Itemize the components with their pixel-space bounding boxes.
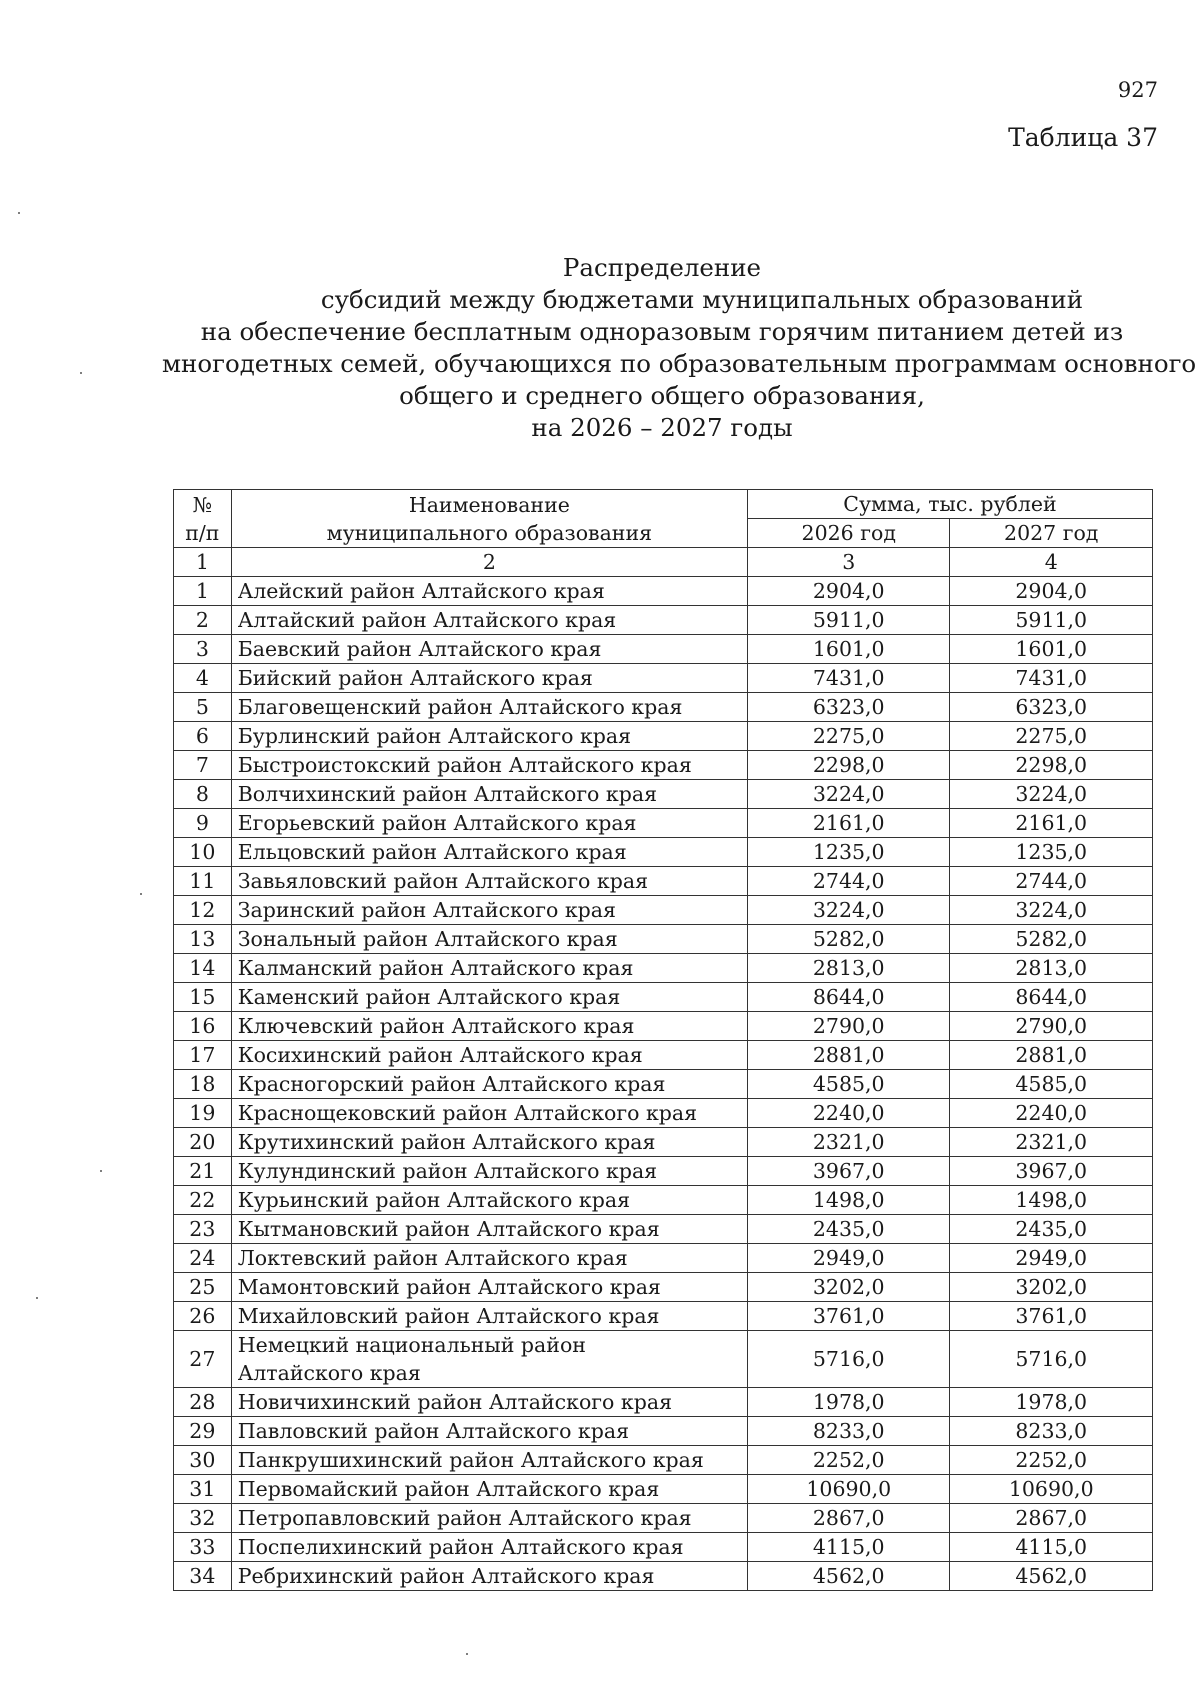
- municipality-name: Панкрушихинский район Алтайского края: [231, 1446, 747, 1475]
- row-number: 21: [174, 1157, 232, 1186]
- table-row: [174, 635, 1153, 664]
- amount-2026: 4115,0: [748, 1533, 950, 1562]
- amount-2027: 2321,0: [950, 1128, 1153, 1157]
- amount-2026: 3761,0: [748, 1302, 950, 1331]
- amount-2027: 2240,0: [950, 1099, 1153, 1128]
- scan-speck: [140, 893, 142, 895]
- table-row: [174, 1331, 1153, 1388]
- row-number: 17: [174, 1041, 232, 1070]
- row-number: 32: [174, 1504, 232, 1533]
- amount-2026: 3224,0: [748, 780, 950, 809]
- municipality-name: Косихинский район Алтайского края: [231, 1041, 747, 1070]
- municipality-name: Курьинский район Алтайского края: [231, 1186, 747, 1215]
- table-row: [174, 1273, 1153, 1302]
- amount-2027: 1601,0: [950, 635, 1153, 664]
- table-row: [174, 1244, 1153, 1273]
- scan-speck: [80, 372, 82, 374]
- table-row: [174, 1099, 1153, 1128]
- amount-2026: 2904,0: [748, 577, 950, 606]
- amount-2027: 3761,0: [950, 1302, 1153, 1331]
- row-number: 18: [174, 1070, 232, 1099]
- amount-2027: 3967,0: [950, 1157, 1153, 1186]
- row-number: 5: [174, 693, 232, 722]
- column-number-row: [174, 548, 1153, 577]
- table-row: [174, 1475, 1153, 1504]
- header-year-2027: 2027 год: [950, 519, 1153, 548]
- municipality-name: Алейский район Алтайского края: [231, 577, 747, 606]
- amount-2027: 4585,0: [950, 1070, 1153, 1099]
- amount-2026: 1235,0: [748, 838, 950, 867]
- row-number: 26: [174, 1302, 232, 1331]
- table-row: [174, 925, 1153, 954]
- row-number: 24: [174, 1244, 232, 1273]
- amount-2026: 8233,0: [748, 1417, 950, 1446]
- amount-2027: 2275,0: [950, 722, 1153, 751]
- row-number: 8: [174, 780, 232, 809]
- column-number: 1: [174, 548, 232, 577]
- table-row: [174, 664, 1153, 693]
- amount-2027: 2744,0: [950, 867, 1153, 896]
- municipality-name: Калманский район Алтайского края: [231, 954, 747, 983]
- municipality-name: Ребрихинский район Алтайского края: [231, 1562, 747, 1591]
- scan-speck: [100, 1170, 102, 1172]
- amount-2026: 1601,0: [748, 635, 950, 664]
- municipality-name: Петропавловский район Алтайского края: [231, 1504, 747, 1533]
- amount-2026: 4585,0: [748, 1070, 950, 1099]
- title-line: субсидий между бюджетами муниципальных образований: [320, 285, 1084, 314]
- row-number: 15: [174, 983, 232, 1012]
- municipality-name: Красногорский район Алтайского края: [231, 1070, 747, 1099]
- amount-2026: 6323,0: [748, 693, 950, 722]
- municipality-name: Баевский район Алтайского края: [231, 635, 747, 664]
- column-number: 4: [950, 548, 1153, 577]
- amount-2027: 2904,0: [950, 577, 1153, 606]
- amount-2026: 2240,0: [748, 1099, 950, 1128]
- municipality-name: Локтевский район Алтайского края: [231, 1244, 747, 1273]
- amount-2026: 3202,0: [748, 1273, 950, 1302]
- amount-2027: 4562,0: [950, 1562, 1153, 1591]
- table-row: [174, 1302, 1153, 1331]
- amount-2026: 2744,0: [748, 867, 950, 896]
- table-row: [174, 1388, 1153, 1417]
- header-num-line2: п/п: [185, 520, 220, 545]
- municipality-name: Бийский район Алтайского края: [231, 664, 747, 693]
- table-row: [174, 577, 1153, 606]
- amount-2027: 5911,0: [950, 606, 1153, 635]
- amount-2027: 1978,0: [950, 1388, 1153, 1417]
- header-sum: Сумма, тыс. рублей: [748, 490, 1153, 519]
- amount-2027: 1235,0: [950, 838, 1153, 867]
- amount-2026: 2813,0: [748, 954, 950, 983]
- header-name: [231, 490, 747, 548]
- row-number: 33: [174, 1533, 232, 1562]
- municipality-name: Первомайский район Алтайского края: [231, 1475, 747, 1504]
- municipality-name: Краснощековский район Алтайского края: [231, 1099, 747, 1128]
- amount-2026: 7431,0: [748, 664, 950, 693]
- table-row: [174, 1533, 1153, 1562]
- row-number: 9: [174, 809, 232, 838]
- scan-speck: [466, 1653, 468, 1655]
- amount-2026: 2867,0: [748, 1504, 950, 1533]
- header-year-2026: 2026 год: [748, 519, 950, 548]
- row-number: 34: [174, 1562, 232, 1591]
- row-number: 2: [174, 606, 232, 635]
- column-number: 3: [748, 548, 950, 577]
- amount-2026: 5282,0: [748, 925, 950, 954]
- table-row: [174, 1041, 1153, 1070]
- row-number: 29: [174, 1417, 232, 1446]
- row-number: 25: [174, 1273, 232, 1302]
- table-row: [174, 751, 1153, 780]
- municipality-name: Ключевский район Алтайского края: [231, 1012, 747, 1041]
- table-row: [174, 1070, 1153, 1099]
- municipality-name: Крутихинский район Алтайского края: [231, 1128, 747, 1157]
- row-number: 22: [174, 1186, 232, 1215]
- title-line: Распределение: [562, 253, 762, 282]
- table-row: [174, 780, 1153, 809]
- amount-2027: 2790,0: [950, 1012, 1153, 1041]
- amount-2026: 2881,0: [748, 1041, 950, 1070]
- amount-2026: 2252,0: [748, 1446, 950, 1475]
- amount-2027: 3224,0: [950, 780, 1153, 809]
- row-number: 11: [174, 867, 232, 896]
- municipality-name: Быстроистокский район Алтайского края: [231, 751, 747, 780]
- amount-2027: 2881,0: [950, 1041, 1153, 1070]
- table-row: [174, 1504, 1153, 1533]
- row-number: 14: [174, 954, 232, 983]
- amount-2027: 8644,0: [950, 983, 1153, 1012]
- municipality-name: Кулундинский район Алтайского края: [231, 1157, 747, 1186]
- amount-2027: 4115,0: [950, 1533, 1153, 1562]
- column-number: 2: [231, 548, 747, 577]
- page-number: 927: [1117, 78, 1158, 102]
- table-row: [174, 896, 1153, 925]
- title-line: на 2026 – 2027 годы: [531, 413, 793, 442]
- municipality-name: Мамонтовский район Алтайского края: [231, 1273, 747, 1302]
- amount-2027: 2298,0: [950, 751, 1153, 780]
- amount-2026: 2790,0: [748, 1012, 950, 1041]
- amount-2026: 10690,0: [748, 1475, 950, 1504]
- row-number: 1: [174, 577, 232, 606]
- scan-speck: [36, 1297, 38, 1299]
- row-number: 27: [174, 1331, 232, 1388]
- amount-2026: 3967,0: [748, 1157, 950, 1186]
- table-body: [174, 577, 1153, 1591]
- amount-2027: 3224,0: [950, 896, 1153, 925]
- table-row: [174, 1562, 1153, 1591]
- header-num: [174, 490, 232, 548]
- municipality-name: Заринский район Алтайского края: [231, 896, 747, 925]
- municipality-name: Кытмановский район Алтайского края: [231, 1215, 747, 1244]
- municipality-name: Михайловский район Алтайского края: [231, 1302, 747, 1331]
- amount-2027: 3202,0: [950, 1273, 1153, 1302]
- document-title: [162, 252, 1197, 444]
- row-number: 30: [174, 1446, 232, 1475]
- table-row: [174, 606, 1153, 635]
- table-row: [174, 1128, 1153, 1157]
- municipality-name: Благовещенский район Алтайского края: [231, 693, 747, 722]
- table-header: [174, 490, 1153, 577]
- amount-2027: 5716,0: [950, 1331, 1153, 1388]
- scan-speck: [18, 212, 20, 214]
- municipality-name: Волчихинский район Алтайского края: [231, 780, 747, 809]
- table-row: [174, 693, 1153, 722]
- row-number: 10: [174, 838, 232, 867]
- amount-2027: 5282,0: [950, 925, 1153, 954]
- amount-2027: 2867,0: [950, 1504, 1153, 1533]
- table-row: [174, 1012, 1153, 1041]
- table-row: [174, 838, 1153, 867]
- municipality-name-line: Немецкий национальный район: [237, 1333, 586, 1357]
- header-num-line1: №: [192, 492, 213, 517]
- amount-2026: 2321,0: [748, 1128, 950, 1157]
- row-number: 3: [174, 635, 232, 664]
- municipality-name: [231, 1331, 747, 1388]
- amount-2026: 1498,0: [748, 1186, 950, 1215]
- table-row: [174, 1417, 1153, 1446]
- header-name-line2: муниципального образования: [326, 520, 653, 545]
- amount-2026: 2161,0: [748, 809, 950, 838]
- amount-2026: 2275,0: [748, 722, 950, 751]
- municipality-name: Завьяловский район Алтайского края: [231, 867, 747, 896]
- municipality-name: Бурлинский район Алтайского края: [231, 722, 747, 751]
- amount-2027: 6323,0: [950, 693, 1153, 722]
- table-row: [174, 1186, 1153, 1215]
- amount-2027: 2813,0: [950, 954, 1153, 983]
- row-number: 23: [174, 1215, 232, 1244]
- row-number: 4: [174, 664, 232, 693]
- subsidy-table: [173, 489, 1153, 1591]
- amount-2027: 2435,0: [950, 1215, 1153, 1244]
- table-row: [174, 1215, 1153, 1244]
- row-number: 6: [174, 722, 232, 751]
- amount-2026: 4562,0: [748, 1562, 950, 1591]
- title-line: многодетных семей, обучающихся по образовательным программам основного: [162, 349, 1197, 378]
- municipality-name-line: Алтайского края: [237, 1361, 421, 1385]
- municipality-name: Новичихинский район Алтайского края: [231, 1388, 747, 1417]
- row-number: 28: [174, 1388, 232, 1417]
- municipality-name: Павловский район Алтайского края: [231, 1417, 747, 1446]
- amount-2027: 2949,0: [950, 1244, 1153, 1273]
- amount-2027: 8233,0: [950, 1417, 1153, 1446]
- municipality-name: Егорьевский район Алтайского края: [231, 809, 747, 838]
- table-row: [174, 983, 1153, 1012]
- amount-2026: 2298,0: [748, 751, 950, 780]
- amount-2026: 5911,0: [748, 606, 950, 635]
- header-row: [174, 490, 1153, 519]
- amount-2027: 2161,0: [950, 809, 1153, 838]
- row-number: 31: [174, 1475, 232, 1504]
- row-number: 16: [174, 1012, 232, 1041]
- municipality-name: Каменский район Алтайского края: [231, 983, 747, 1012]
- table-row: [174, 954, 1153, 983]
- title-line: на обеспечение бесплатным одноразовым горячим питанием детей из: [200, 317, 1124, 346]
- row-number: 13: [174, 925, 232, 954]
- row-number: 20: [174, 1128, 232, 1157]
- amount-2027: 2252,0: [950, 1446, 1153, 1475]
- table-row: [174, 722, 1153, 751]
- municipality-name: Алтайский район Алтайского края: [231, 606, 747, 635]
- amount-2026: 3224,0: [748, 896, 950, 925]
- amount-2026: 1978,0: [748, 1388, 950, 1417]
- title-line: общего и среднего общего образования,: [399, 381, 925, 410]
- amount-2026: 2435,0: [748, 1215, 950, 1244]
- row-number: 7: [174, 751, 232, 780]
- amount-2026: 2949,0: [748, 1244, 950, 1273]
- table-row: [174, 1157, 1153, 1186]
- amount-2026: 8644,0: [748, 983, 950, 1012]
- amount-2027: 7431,0: [950, 664, 1153, 693]
- table-label: Таблица 37: [1008, 123, 1158, 152]
- amount-2026: 5716,0: [748, 1331, 950, 1388]
- amount-2027: 10690,0: [950, 1475, 1153, 1504]
- municipality-name: Зональный район Алтайского края: [231, 925, 747, 954]
- table-row: [174, 867, 1153, 896]
- row-number: 19: [174, 1099, 232, 1128]
- table-row: [174, 1446, 1153, 1475]
- amount-2027: 1498,0: [950, 1186, 1153, 1215]
- municipality-name: Поспелихинский район Алтайского края: [231, 1533, 747, 1562]
- row-number: 12: [174, 896, 232, 925]
- header-name-line1: Наименование: [408, 492, 570, 517]
- municipality-name: Ельцовский район Алтайского края: [231, 838, 747, 867]
- table-row: [174, 809, 1153, 838]
